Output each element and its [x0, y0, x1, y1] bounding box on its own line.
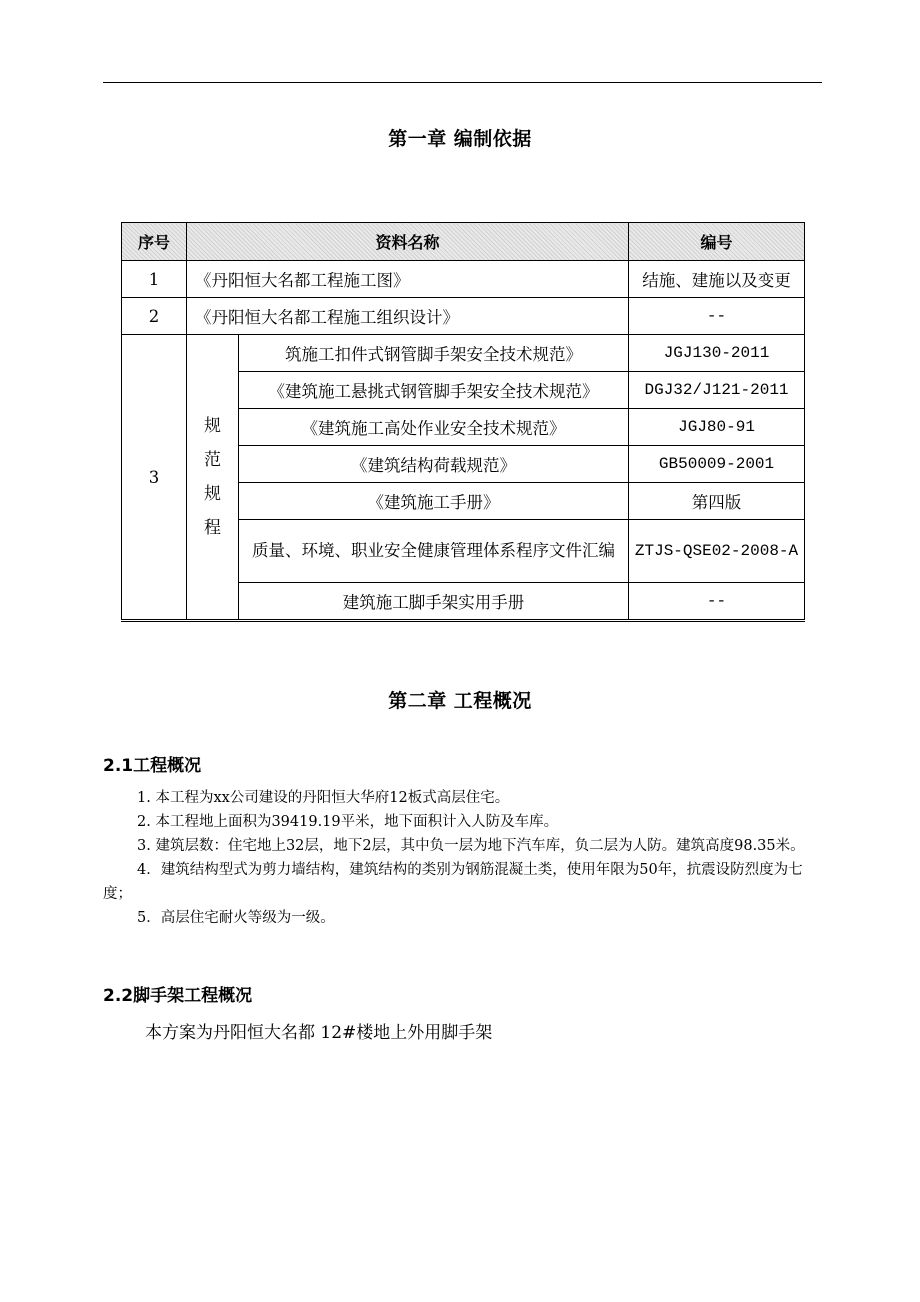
table-row — [122, 335, 805, 372]
table-row — [122, 261, 805, 298]
row-name: 筑施工扣件式钢管脚手架安全技术规范》 — [239, 335, 629, 372]
scaffold-overview-text: 本方案为丹阳恒大名都 12#楼地上外用脚手架 — [145, 1023, 493, 1043]
table-row — [122, 298, 805, 335]
group-category — [187, 335, 239, 621]
row-no: 2 — [122, 298, 187, 335]
list-item: 5．高层住宅耐火等级为一级。 — [137, 910, 335, 926]
row-name: 《丹阳恒大名都工程施工图》 — [187, 261, 629, 298]
row-name: 《建筑施工手册》 — [239, 483, 629, 520]
row-code: DGJ32/J121-2011 — [629, 372, 805, 409]
row-code: JGJ80-91 — [629, 409, 805, 446]
row-name: 《建筑施工悬挑式钢管脚手架安全技术规范》 — [239, 372, 629, 409]
section-2-1-heading: 2.1工程概况 — [103, 756, 202, 776]
list-item: 1. 本工程为xx公司建设的丹阳恒大华府12板式高层住宅。 — [137, 790, 510, 806]
row-code: GB50009-2001 — [629, 446, 805, 483]
chapter-1-title: 第一章 编制依据 — [388, 128, 532, 150]
row-code: ZTJS-QSE02-2008-A — [629, 520, 805, 583]
category-char: 程 — [204, 518, 221, 538]
row-no: 1 — [122, 261, 187, 298]
list-item: 4．建筑结构型式为剪力墙结构，建筑结构的类别为钢筋混凝土类，使用年限为50年，抗震设防烈度为七度； — [103, 862, 803, 902]
row-name: 质量、环境、职业安全健康管理体系程序文件汇编 — [239, 520, 629, 583]
list-item: 3. 建筑层数：住宅地上32层，地下2层，其中负一层为地下汽车库，负二层为人防。建筑高度98.35米。 — [137, 838, 805, 854]
header-rule — [103, 82, 822, 83]
header-name: 资料名称 — [187, 223, 629, 261]
category-char: 规 — [204, 484, 221, 504]
row-code: -- — [629, 298, 805, 335]
list-item: 2. 本工程地上面积为39419.19平米，地下面积计入人防及车库。 — [137, 814, 559, 830]
chapter-2-title: 第二章 工程概况 — [388, 690, 532, 712]
header-no: 序号 — [122, 223, 187, 261]
row-name: 建筑施工脚手架实用手册 — [239, 583, 629, 621]
row-code: -- — [629, 583, 805, 621]
row-code: 第四版 — [629, 483, 805, 520]
section-2-2-heading: 2.2脚手架工程概况 — [103, 986, 253, 1006]
row-name: 《丹阳恒大名都工程施工组织设计》 — [187, 298, 629, 335]
table-header-row — [122, 223, 805, 261]
row-name: 《建筑结构荷载规范》 — [239, 446, 629, 483]
row-name: 《建筑施工高处作业安全技术规范》 — [239, 409, 629, 446]
category-char: 范 — [204, 450, 221, 470]
row-code: 结施、建施以及变更 — [629, 261, 805, 298]
row-code: JGJ130-2011 — [629, 335, 805, 372]
reference-table — [121, 222, 805, 622]
header-code: 编号 — [629, 223, 805, 261]
group-no: 3 — [122, 335, 187, 621]
category-char: 规 — [204, 416, 221, 436]
project-overview-list — [103, 786, 821, 930]
